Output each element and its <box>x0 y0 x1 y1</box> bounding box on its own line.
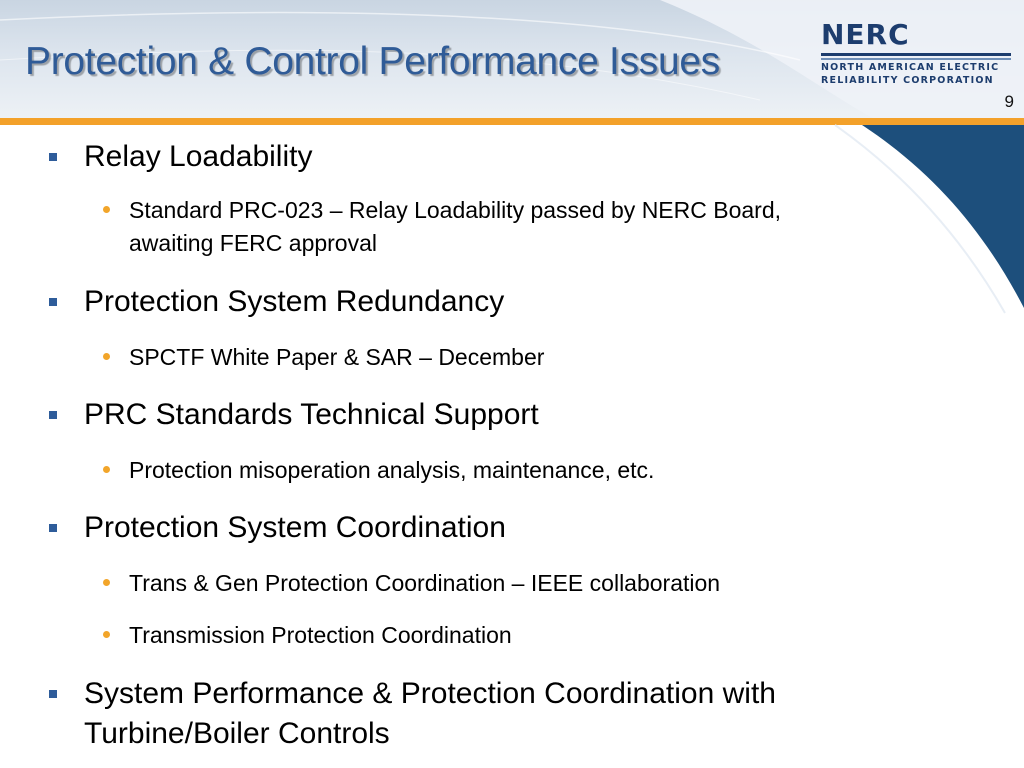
logo-rule <box>821 53 1011 56</box>
bullet-turbine-line2: Turbine/Boiler Controls <box>84 717 390 750</box>
bullet-turbine-line1: System Performance & Protection Coordination with <box>84 677 776 710</box>
logo-wordmark: NERC <box>821 18 910 51</box>
sub-bullet-misoperation: Protection misoperation analysis, maintenance, etc. <box>129 457 655 483</box>
dot-bullet-icon <box>103 206 110 213</box>
logo-rule-accent <box>821 58 1011 60</box>
bullet-relay-loadability: Relay Loadability <box>84 140 313 173</box>
slide-title: Protection & Control Performance Issues <box>25 40 720 83</box>
sub-bullet-prc023-line2: awaiting FERC approval <box>129 230 378 256</box>
sub-bullet-ieee: Trans & Gen Protection Coordination – IEEE collaboration <box>129 570 721 596</box>
sub-bullet-prc023-line1: Standard PRC-023 – Relay Loadability passed by NERC Board, <box>129 197 782 223</box>
logo-line-2: RELIABILITY CORPORATION <box>821 75 994 86</box>
sub-bullet-transmission: Transmission Protection Coordination <box>129 622 512 648</box>
square-bullet-icon <box>49 690 57 698</box>
bullet-prc-support: PRC Standards Technical Support <box>84 398 539 431</box>
bullet-coordination: Protection System Coordination <box>84 511 506 544</box>
bullet-redundancy: Protection System Redundancy <box>84 285 505 318</box>
dot-bullet-icon <box>103 353 110 360</box>
dot-bullet-icon <box>103 579 110 586</box>
dot-bullet-icon <box>103 466 110 473</box>
dot-bullet-icon <box>103 631 110 638</box>
square-bullet-icon <box>49 411 57 419</box>
square-bullet-icon <box>49 153 57 161</box>
square-bullet-icon <box>49 298 57 306</box>
logo-line-1: NORTH AMERICAN ELECTRIC <box>821 62 1000 73</box>
sub-bullet-spctf: SPCTF White Paper & SAR – December <box>129 344 545 370</box>
square-bullet-icon <box>49 524 57 532</box>
nerc-logo <box>815 18 1015 88</box>
page-number: 9 <box>1004 92 1014 111</box>
